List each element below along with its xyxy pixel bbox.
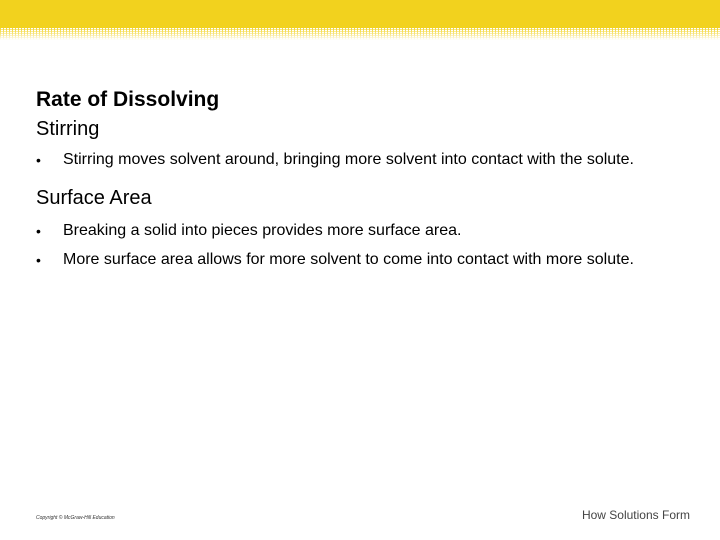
- bullet-text: Stirring moves solvent around, bringing more solvent into contact with the solute.: [63, 151, 634, 168]
- header-accent-band: [0, 0, 720, 28]
- slide-content: [36, 86, 676, 271]
- bullet-icon: •: [36, 252, 41, 268]
- footer-presentation-title: How Solutions Form: [581, 508, 690, 522]
- section-heading-surface-area: Surface Area: [36, 187, 152, 209]
- slide-title: Rate of Dissolving: [36, 88, 220, 111]
- header-dither-fade: [0, 28, 720, 40]
- list-item: [36, 249, 676, 271]
- section-heading-stirring: Stirring: [36, 118, 100, 140]
- bullet-icon: •: [36, 152, 41, 168]
- bullet-list-stirring: [36, 149, 676, 171]
- bullet-text: Breaking a solid into pieces provides more surface area.: [63, 222, 462, 239]
- bullet-text: More surface area allows for more solvent to come into contact with more solute.: [63, 251, 634, 268]
- copyright-notice: Copyright © McGraw-Hill Education: [36, 515, 115, 521]
- bullet-icon: •: [36, 223, 41, 239]
- list-item: [36, 149, 676, 171]
- list-item: [36, 220, 676, 242]
- bullet-list-surface-area: [36, 220, 676, 271]
